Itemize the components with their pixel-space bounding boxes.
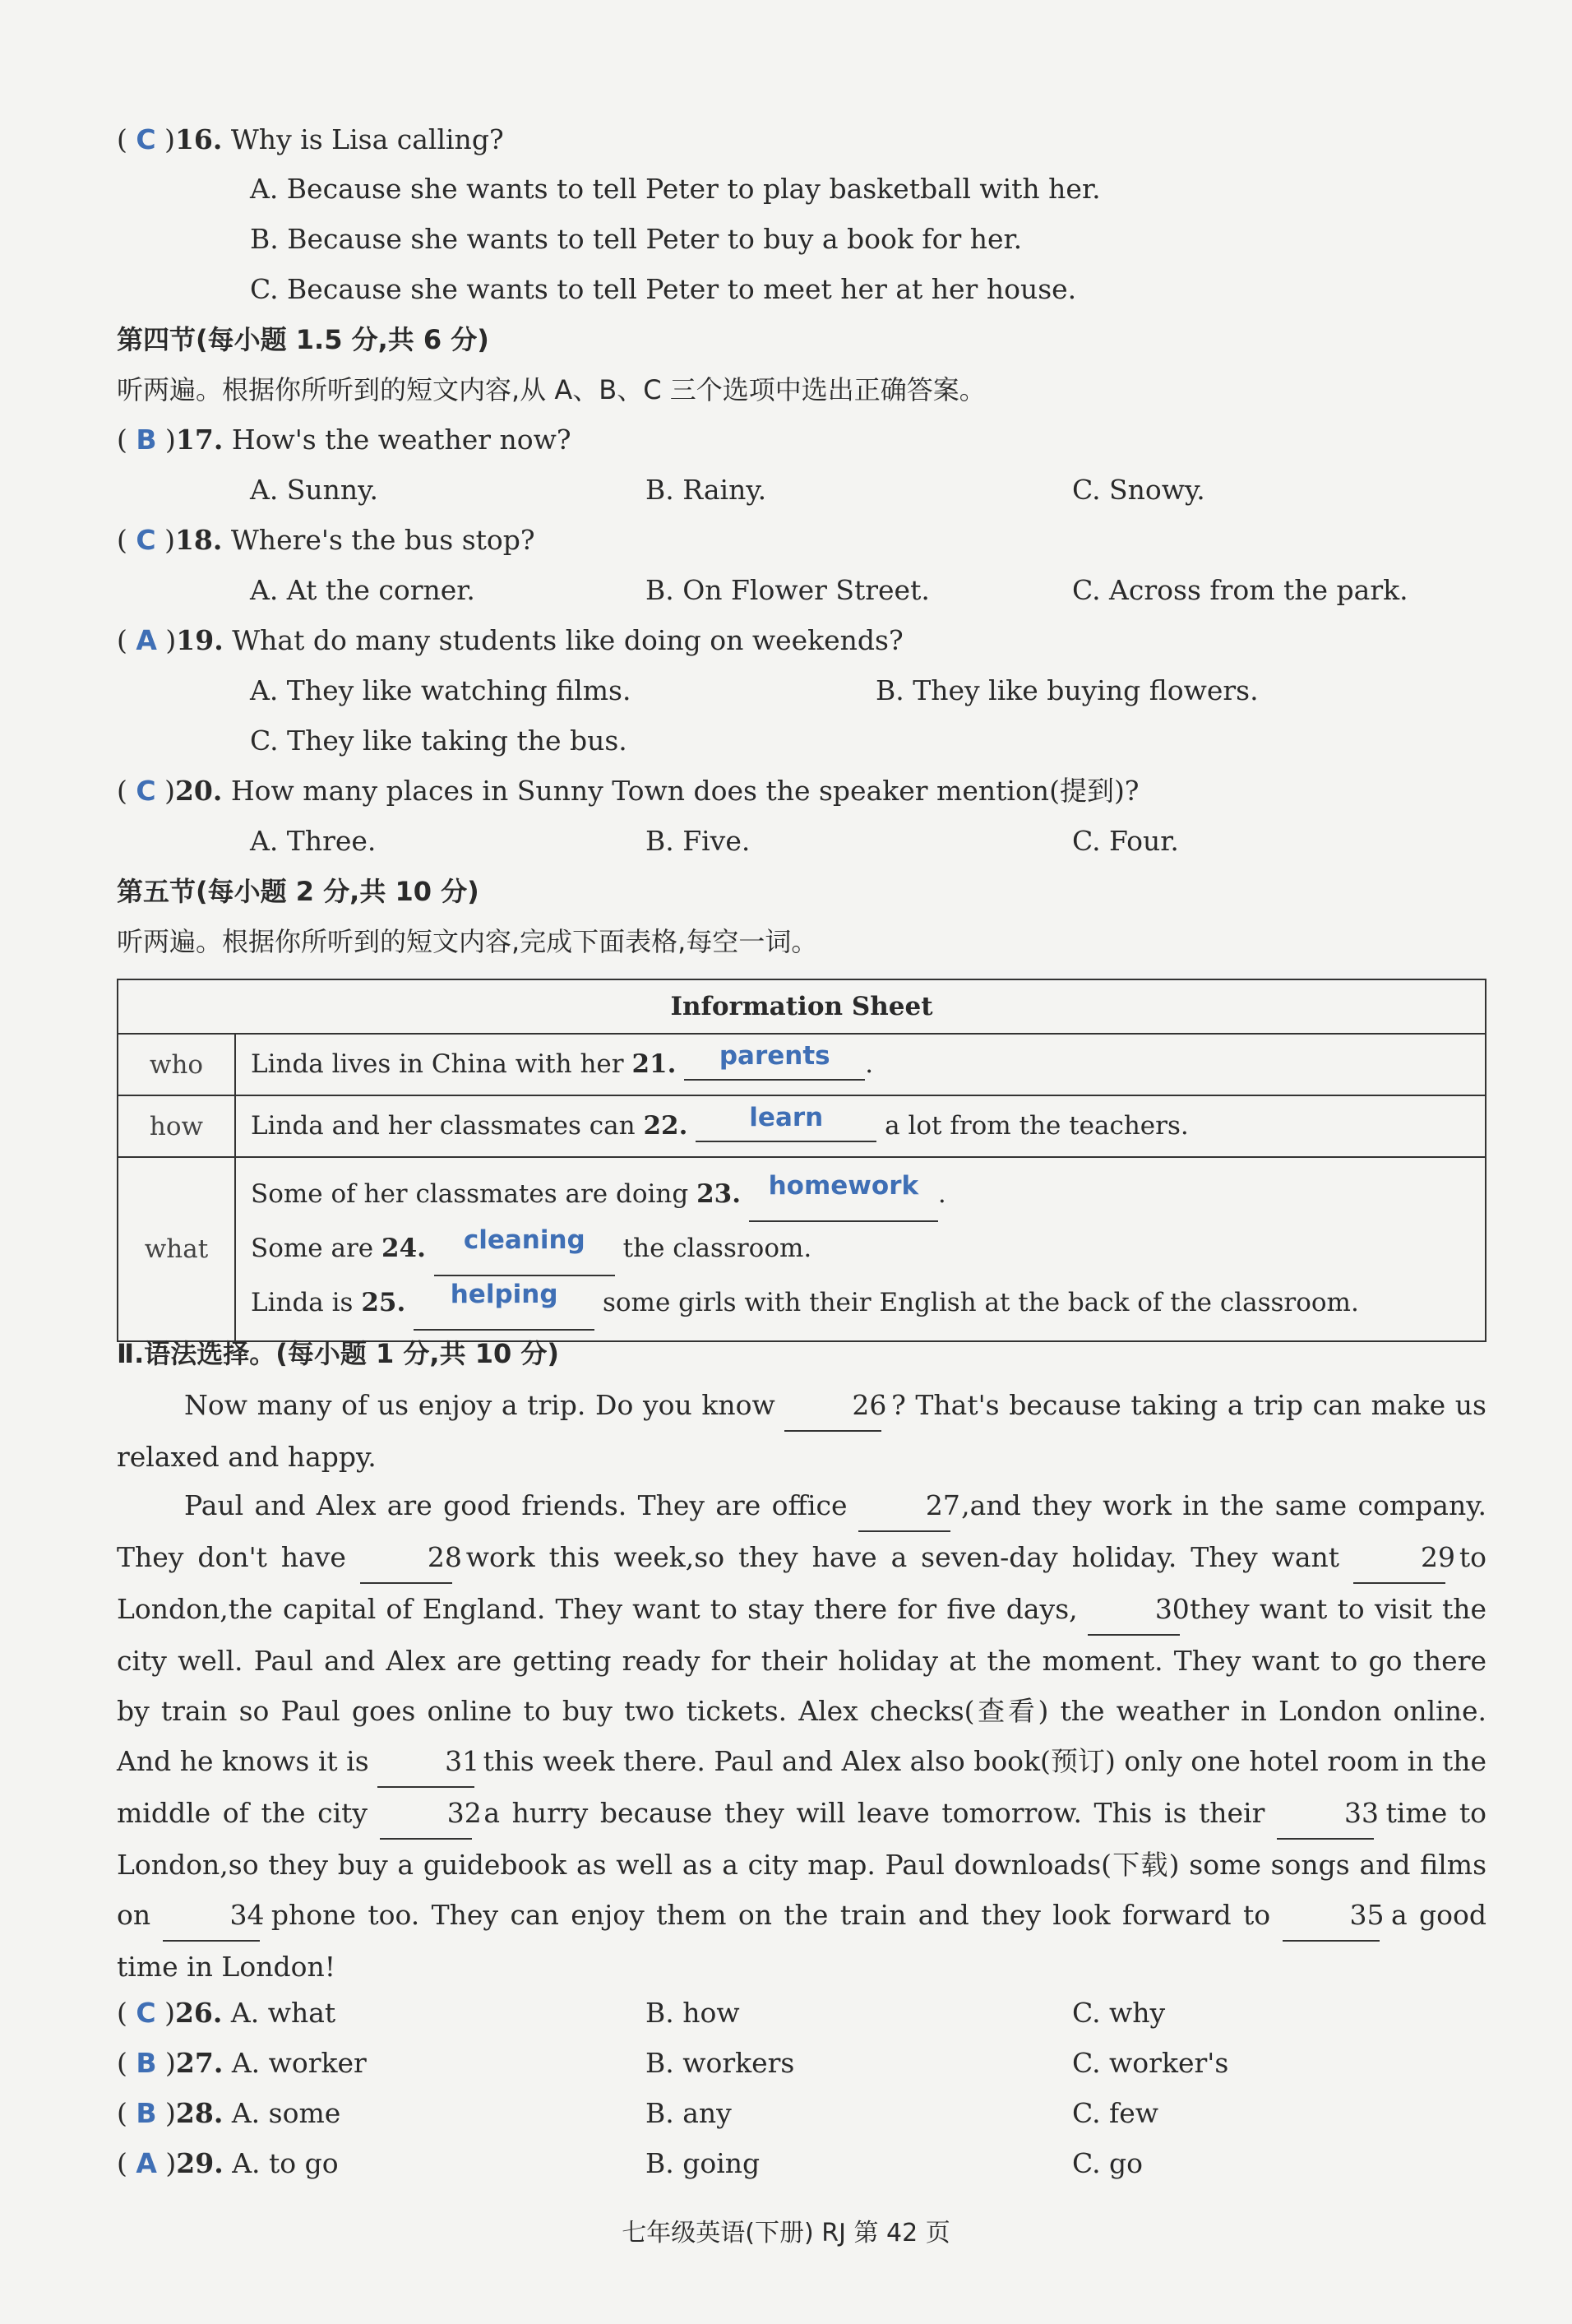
- blank-21: [684, 1040, 865, 1081]
- grammar-paragraph-2: Paul and Alex are good friends. They are office 27 ,and they work in the same company. They don't have 28 work this week,so they have a seven-day holiday. They want 29 to London,the capital of England. They want to stay there for five days, 30 they want to visit the city well. Paul and Alex are getting ready for their holiday at the moment. They want to go there by train so Paul goes online to buy two tickets. Alex checks(查看) the weather in London online. And he knows it is 31 this week there. Paul and Alex also book(预订) only one hotel room in the middle of the city 32 a hurry because they will leave tomorrow. This is their 33 time to London,so they buy a guidebook as well as a city map. Paul downloads(下载) some songs and films on 34 phone too. They can enjoy them on the train and they look forward to 35 a good time in London!: [117, 1480, 1486, 1992]
- table-row-22: Linda and her classmates can 22. learn a lot from the teachers.: [235, 1095, 1486, 1157]
- blank-31: 31: [377, 1736, 474, 1788]
- fill-21: parents: [719, 1040, 830, 1071]
- option-18c: C. Across from the park.: [1072, 574, 1408, 606]
- option-16a: A. Because she wants to tell Peter to play basketball with her.: [250, 173, 1101, 205]
- option-29b: B. going: [645, 2147, 761, 2179]
- section4-title: 第四节(每小题 1.5 分,共 6 分): [117, 324, 489, 355]
- row-label-how: how: [118, 1095, 235, 1157]
- option-19b: B. They like buying flowers.: [876, 674, 1259, 706]
- section5-instruction: 听两遍。根据你所听到的短文内容,完成下面表格,每空一词。: [117, 926, 818, 957]
- option-26b: B. how: [645, 1997, 740, 2029]
- answer-26: C: [136, 1997, 156, 2029]
- blank-27: 27: [858, 1480, 950, 1532]
- blank-26: 26: [784, 1380, 881, 1432]
- answer-29: A: [136, 2147, 157, 2179]
- row-label-who: who: [118, 1034, 235, 1095]
- fill-24: cleaning: [463, 1225, 585, 1255]
- blank-23: [749, 1168, 938, 1222]
- answer-16: C: [136, 123, 156, 155]
- question-27: ( B )27. A. worker: [117, 2047, 367, 2079]
- blank-22: [696, 1102, 876, 1142]
- option-26c: C. why: [1072, 1997, 1166, 2029]
- question-26: ( C )26. A. what: [117, 1997, 336, 2029]
- option-28c: C. few: [1072, 2097, 1159, 2129]
- answer-19: A: [136, 624, 157, 656]
- option-28b: B. any: [645, 2097, 732, 2129]
- fill-23: homework: [768, 1171, 919, 1201]
- blank-35: 35: [1283, 1890, 1380, 1942]
- answer-17: B: [136, 424, 157, 456]
- blank-30: 30: [1088, 1584, 1180, 1636]
- option-27c: C. worker's: [1072, 2047, 1229, 2079]
- option-18a: A. At the corner.: [250, 574, 475, 606]
- section4-instruction: 听两遍。根据你所听到的短文内容,从 A、B、C 三个选项中选出正确答案。: [117, 374, 986, 405]
- option-17a: A. Sunny.: [250, 474, 378, 506]
- answer-27: B: [136, 2047, 157, 2079]
- answer-18: C: [136, 524, 156, 556]
- table-row-21: Linda lives in China with her 21. parents .: [235, 1034, 1486, 1095]
- option-27b: B. workers: [645, 2047, 795, 2079]
- table-row-23: Some of her classmates are doing 23. homework .: [251, 1168, 1470, 1222]
- blank-28: 28: [360, 1532, 452, 1584]
- answer-20: C: [136, 775, 156, 807]
- grammar-paragraph-1: Now many of us enjoy a trip. Do you know 26 ? That's because taking a trip can make us relaxed and happy.: [117, 1380, 1486, 1482]
- table-header: Information Sheet: [118, 979, 1486, 1034]
- table-rows-23-25: [235, 1157, 1486, 1341]
- answer-28: B: [136, 2097, 157, 2129]
- question-16: ( C )16. Why is Lisa calling?: [117, 123, 504, 155]
- fill-22: learn: [749, 1102, 824, 1132]
- question-20: ( C )20. How many places in Sunny Town does the speaker mention(提到)?: [117, 775, 1140, 807]
- question-18: ( C )18. Where's the bus stop?: [117, 524, 535, 556]
- question-19: ( A )19. What do many students like doing on weekends?: [117, 624, 904, 656]
- option-18b: B. On Flower Street.: [645, 574, 930, 606]
- option-17b: B. Rainy.: [645, 474, 767, 506]
- page-footer: 七年级英语(下册) RJ 第 42 页: [622, 2219, 950, 2248]
- grammar-title: Ⅱ.语法选择。(每小题 1 分,共 10 分): [117, 1338, 560, 1369]
- option-20c: C. Four.: [1072, 825, 1179, 857]
- row-label-what: what: [118, 1157, 235, 1341]
- option-19a: A. They like watching films.: [250, 674, 631, 706]
- option-17c: C. Snowy.: [1072, 474, 1205, 506]
- option-16b: B. Because she wants to tell Peter to buy a book for her.: [250, 223, 1023, 255]
- blank-32: 32: [380, 1788, 472, 1840]
- option-20a: A. Three.: [250, 825, 377, 857]
- blank-33: 33: [1277, 1788, 1374, 1840]
- question-29: ( A )29. A. to go: [117, 2147, 339, 2179]
- blank-29: 29: [1353, 1532, 1445, 1584]
- fill-25: helping: [450, 1280, 558, 1309]
- blank-25: [414, 1276, 594, 1331]
- option-19c: C. They like taking the bus.: [250, 725, 627, 757]
- information-sheet-table: [117, 979, 1486, 1342]
- table-row-24: Some are 24. cleaning the classroom.: [251, 1222, 1470, 1276]
- question-17: ( B )17. How's the weather now?: [117, 424, 571, 456]
- table-row-25: Linda is 25. helping some girls with their English at the back of the classroom.: [251, 1276, 1470, 1331]
- question-28: ( B )28. A. some: [117, 2097, 341, 2129]
- section5-title: 第五节(每小题 2 分,共 10 分): [117, 876, 479, 907]
- option-29c: C. go: [1072, 2147, 1144, 2179]
- option-20b: B. Five.: [645, 825, 751, 857]
- blank-34: 34: [163, 1890, 260, 1942]
- blank-24: [434, 1222, 615, 1276]
- option-16c: C. Because she wants to tell Peter to meet her at her house.: [250, 273, 1077, 305]
